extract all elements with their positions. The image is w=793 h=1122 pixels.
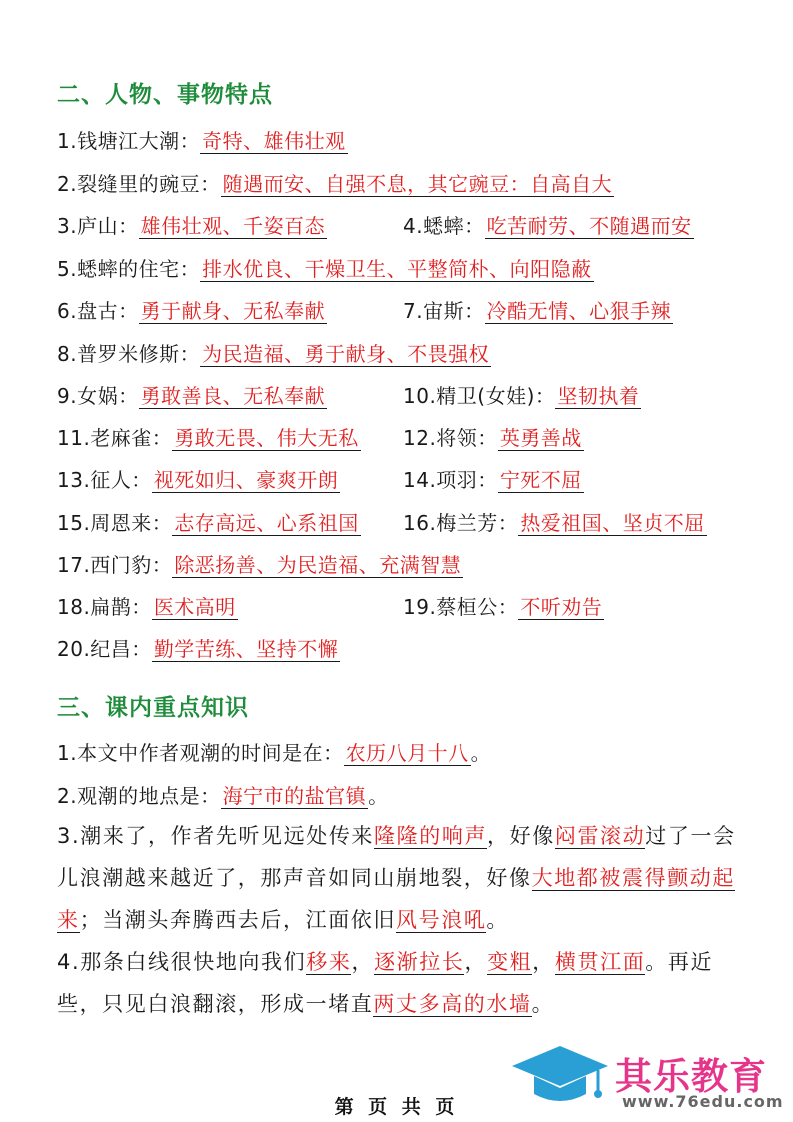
- list-item: 18.扁鹊： 医术高明: [57, 595, 236, 619]
- list-item: 6.盘古： 勇于献身、无私奉献: [57, 299, 326, 323]
- list-item: 13.征人： 视死如归、豪爽开朗: [57, 468, 339, 492]
- list-item: 16.梅兰芳： 热爱祖国、坚贞不屈: [403, 511, 705, 535]
- list-item: 15.周恩来： 志存高远、心系祖国: [57, 511, 359, 535]
- page-footer: 第 页 共 页: [334, 1096, 459, 1118]
- list-item: 12.将领： 英勇善战: [403, 426, 582, 450]
- list-item: 8.普罗米修斯： 为民造福、勇于献身、不畏强权: [57, 342, 490, 366]
- list-item: 4.蟋蟀： 吃苦耐劳、不随遇而安: [403, 214, 692, 238]
- list-item: 14.项羽： 宁死不屈: [403, 468, 582, 492]
- list-item: 11.老麻雀： 勇敢无畏、伟大无私: [57, 426, 359, 450]
- list-item: 9.女娲： 勇敢善良、无私奉献: [57, 384, 326, 408]
- list-item: 17.西门豹： 除恶扬善、为民造福、充满智慧: [57, 553, 462, 577]
- question-2: 2.观潮的地点是： 海宁市的盐官镇 。: [57, 784, 389, 808]
- list-item: 2.裂缝里的豌豆： 随遇而安、自强不息，其它豌豆：自高自大: [57, 172, 613, 196]
- section-heading-key-knowledge: 三、课内重点知识: [57, 694, 249, 721]
- question-3: 3.潮来了，作者先听见远处传来隆隆的响声，好像闷雷滚动过了一会儿浪潮越来越近了，那声音如同山崩地裂，好像大地都被震得颤动起来；当潮头奔腾西去后，江面依旧风号浪吼。: [57, 824, 736, 932]
- list-item: 3.庐山： 雄伟壮观、千姿百态: [57, 214, 326, 238]
- list-item: 5.蟋蟀的住宅： 排水优良、干燥卫生、平整简朴、向阳隐蔽: [57, 257, 592, 281]
- list-item: 20.纪昌： 勤学苦练、坚持不懈: [57, 637, 339, 661]
- section-heading-traits: 二、人物、事物特点: [57, 81, 273, 108]
- question-1: 1.本文中作者观潮的时间是在： 农历八月十八 。: [57, 741, 492, 765]
- list-item: 1.钱塘江大潮： 奇特、雄伟壮观: [57, 129, 346, 153]
- brand-name: 其乐教育: [615, 1055, 767, 1098]
- list-item: 10.精卫(女娃)： 坚韧执着: [403, 384, 640, 408]
- question-4: 4.那条白线很快地向我们移来，逐渐拉长，变粗，横贯江面。再近些，只见白浪翻滚，形成一堵直两丈多高的水墙。: [57, 950, 714, 1016]
- list-item: 19.蔡桓公： 不听劝告: [403, 595, 603, 619]
- brand-url: www.76edu.com: [622, 1092, 784, 1111]
- list-item: 7.宙斯： 冷酷无情、心狠手辣: [403, 299, 672, 323]
